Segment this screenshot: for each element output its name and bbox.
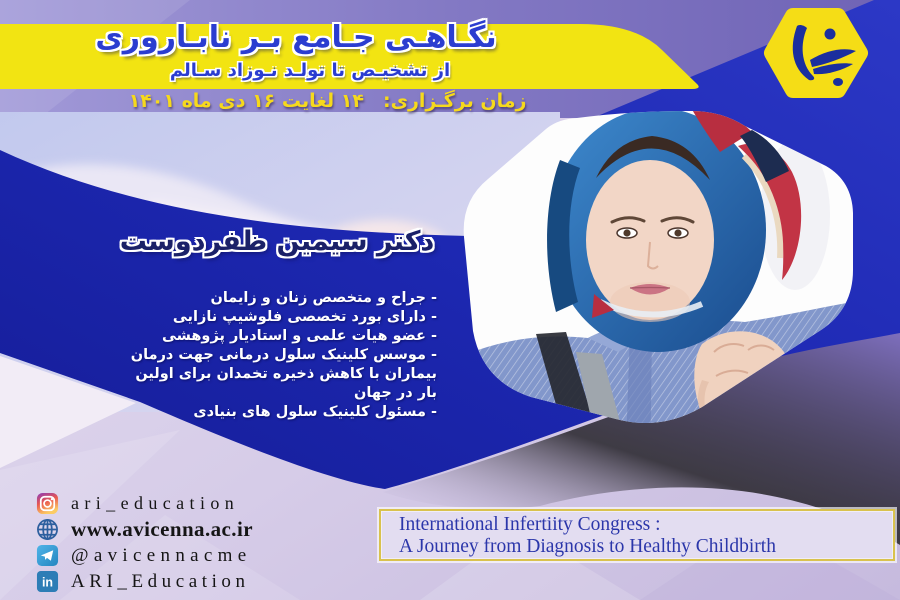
telegram-icon — [36, 544, 59, 567]
credential-line: - عضو هیات علمی و استادیار پژوهشی — [161, 328, 437, 344]
credential-line: - موسس کلینیک سلول درمانی جهت درمان — [130, 347, 437, 363]
contact-row-instagram — [36, 492, 253, 515]
contact-row-linkedin — [36, 570, 253, 593]
instagram-handle: ari_education — [71, 493, 240, 513]
credential-line: - دارای بورد تخصصی فلوشیپ نازایی — [172, 309, 437, 325]
doctor-credentials — [47, 289, 437, 422]
congress-title-box — [379, 509, 895, 561]
poster-title: نگـاهـی جـامع بـر نابـاروری — [95, 20, 497, 55]
contact-list — [36, 492, 253, 596]
institute-logo — [772, 16, 860, 90]
event-date-line: زمان برگـزاری: ۱۴ لغایت ۱۶ دی ماه ۱۴۰۱ — [128, 90, 527, 112]
svg-text:in: in — [41, 575, 54, 590]
credential-line: - مسئول کلینیک سلول های بنیادی — [193, 404, 437, 420]
doctor-name: دکتر سیمین ظفردوست — [119, 226, 435, 257]
instagram-icon — [36, 492, 59, 515]
telegram-handle: @avicennacme — [71, 544, 252, 566]
contact-row-telegram — [36, 544, 253, 567]
linkedin-icon — [36, 570, 59, 593]
congress-title-line2: A Journey from Diagnosis to Healthy Childbirth — [399, 536, 776, 557]
credential-line: - جراح و متخصص زنان و زایمان — [210, 290, 437, 306]
credential-line: بیماران با کاهش ذخیره تخمدان برای اولین — [135, 366, 437, 382]
globe-icon — [36, 518, 59, 541]
website-url: www.avicenna.ac.ir — [71, 517, 253, 541]
contact-row-website — [36, 518, 253, 541]
linkedin-handle: ARI_Education — [71, 570, 250, 592]
poster-subtitle: از تشخیـص تا تولـد نـوزاد سـالم — [169, 60, 451, 81]
credential-line: بار در جهان — [354, 385, 437, 401]
congress-title-line1: International Infertiity Congress : — [399, 514, 661, 535]
